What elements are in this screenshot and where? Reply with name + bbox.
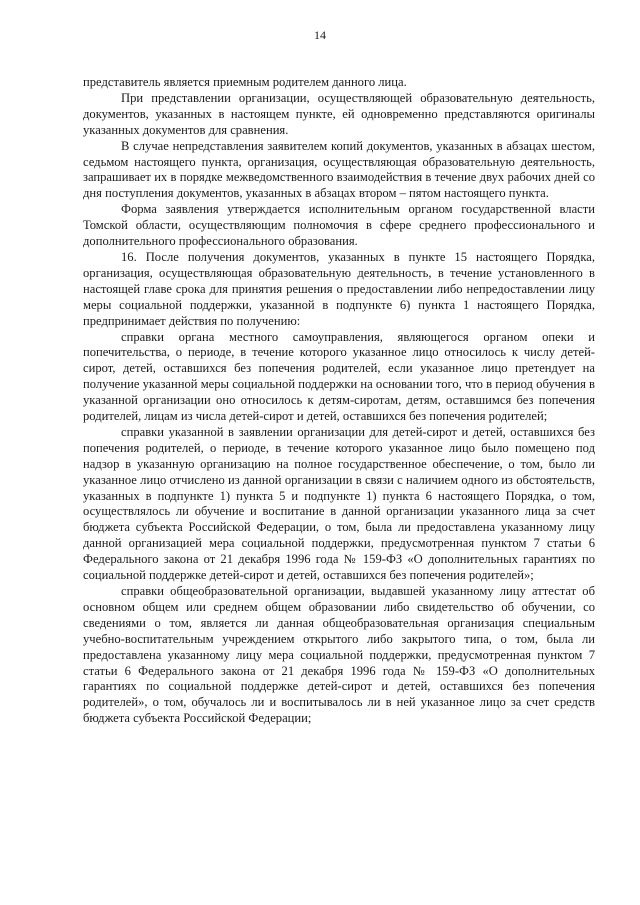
paragraph-guardianship-certificate: справки органа местного самоуправления, являющегося органом опеки и попечительства, о периоде, в течение которого указанное лицо относилось к числу детей-сирот, детей, оставшихся без попечения родителей, если указанное лицо претендует на получение указанной меры социальной поддержки на основании того, что в период обучения в указанной организации оно относилось к детям-сиротам, детям, оставшимся без попечения родителей, лицам из числа детей-сирот и детей, оставшихся без попечения родителей; bbox=[83, 329, 595, 424]
paragraph-application-form: Форма заявления утверждается исполнительным органом государственной власти Томской области, осуществляющим полномочия в сфере среднего профессионального и дополнительного профессионального образования. bbox=[83, 202, 595, 249]
paragraph-originals: При представлении организации, осуществляющей образовательную деятельность, документов, указанных в настоящем пункте, ей одновременно представляются оригиналы указанных документов для сравнения. bbox=[83, 90, 595, 137]
paragraph-orphan-organization-certificate: справки указанной в заявлении организации для детей-сирот и детей, оставшихся без попечения родителей, о периоде, в течение которого указанное лицо было помещено под надзор в указанную организацию на полное государственное обеспечение, о том, было ли указанное лицо отчислено из данной организации в связи с наличием одного из обстоятельств, указанных в подпункте 1) пункта 5 и подпункте 1) пункта 6 настоящего Порядка, о том, осуществлялось ли обучение и воспитание в данной организации указанного лица за счет бюджета субъекта Российской Федерации, о том, была ли предоставлена указанному лицу данной организацией мера социальной поддержки, предусмотренная пунктом 7 статьи 6 Федерального закона от 21 декабря 1996 года № 159-ФЗ «О дополнительных гарантиях по социальной поддержке детей-сирот и детей, оставшихся без попечения родителей»; bbox=[83, 424, 595, 583]
paragraph-non-submission: В случае непредставления заявителем копий документов, указанных в абзацах шестом, седьмом настоящего пункта, организация, осуществляющая образовательную деятельность, запрашивает их в порядке межведомственного взаимодействия в течение двух рабочих дней со дня поступления документов, указанных в абзацах втором – пятом настоящего пункта. bbox=[83, 138, 595, 201]
paragraph-school-certificate: справки общеобразовательной организации, выдавшей указанному лицу аттестат об основном общем или среднем общем образовании либо свидетельство об обучении, со сведениями о том, является ли данная общеобразовательная организация специальным учебно-воспитательным учреждением открытого либо закрытого типа, о том, была ли предоставлена указанному лицу мера социальной поддержки, предусмотренная пунктом 7 статьи 6 Федерального закона от 21 декабря 1996 года № 159-ФЗ «О дополнительных гарантиях по социальной поддержке детей-сирот и детей, оставшихся без попечения родителей», о том, обучалось ли и воспитывалось ли в ней указанное лицо за счет средств бюджета субъекта Российской Федерации; bbox=[83, 584, 595, 726]
document-body bbox=[83, 75, 595, 727]
paragraph-item-16: 16. После получения документов, указанных в пункте 15 настоящего Порядка, организация, осуществляющая образовательную деятельность, в течение установленного в настоящей главе срока для принятия решения о предоставлении либо непредоставлении лицу меры социальной поддержки, указанной в подпункте 6) пункта 1 настоящего Порядка, предпринимает действия по получению: bbox=[83, 249, 595, 328]
page-number: 14 bbox=[314, 28, 326, 42]
paragraph-continuation: представитель является приемным родителем данного лица. bbox=[83, 75, 407, 89]
